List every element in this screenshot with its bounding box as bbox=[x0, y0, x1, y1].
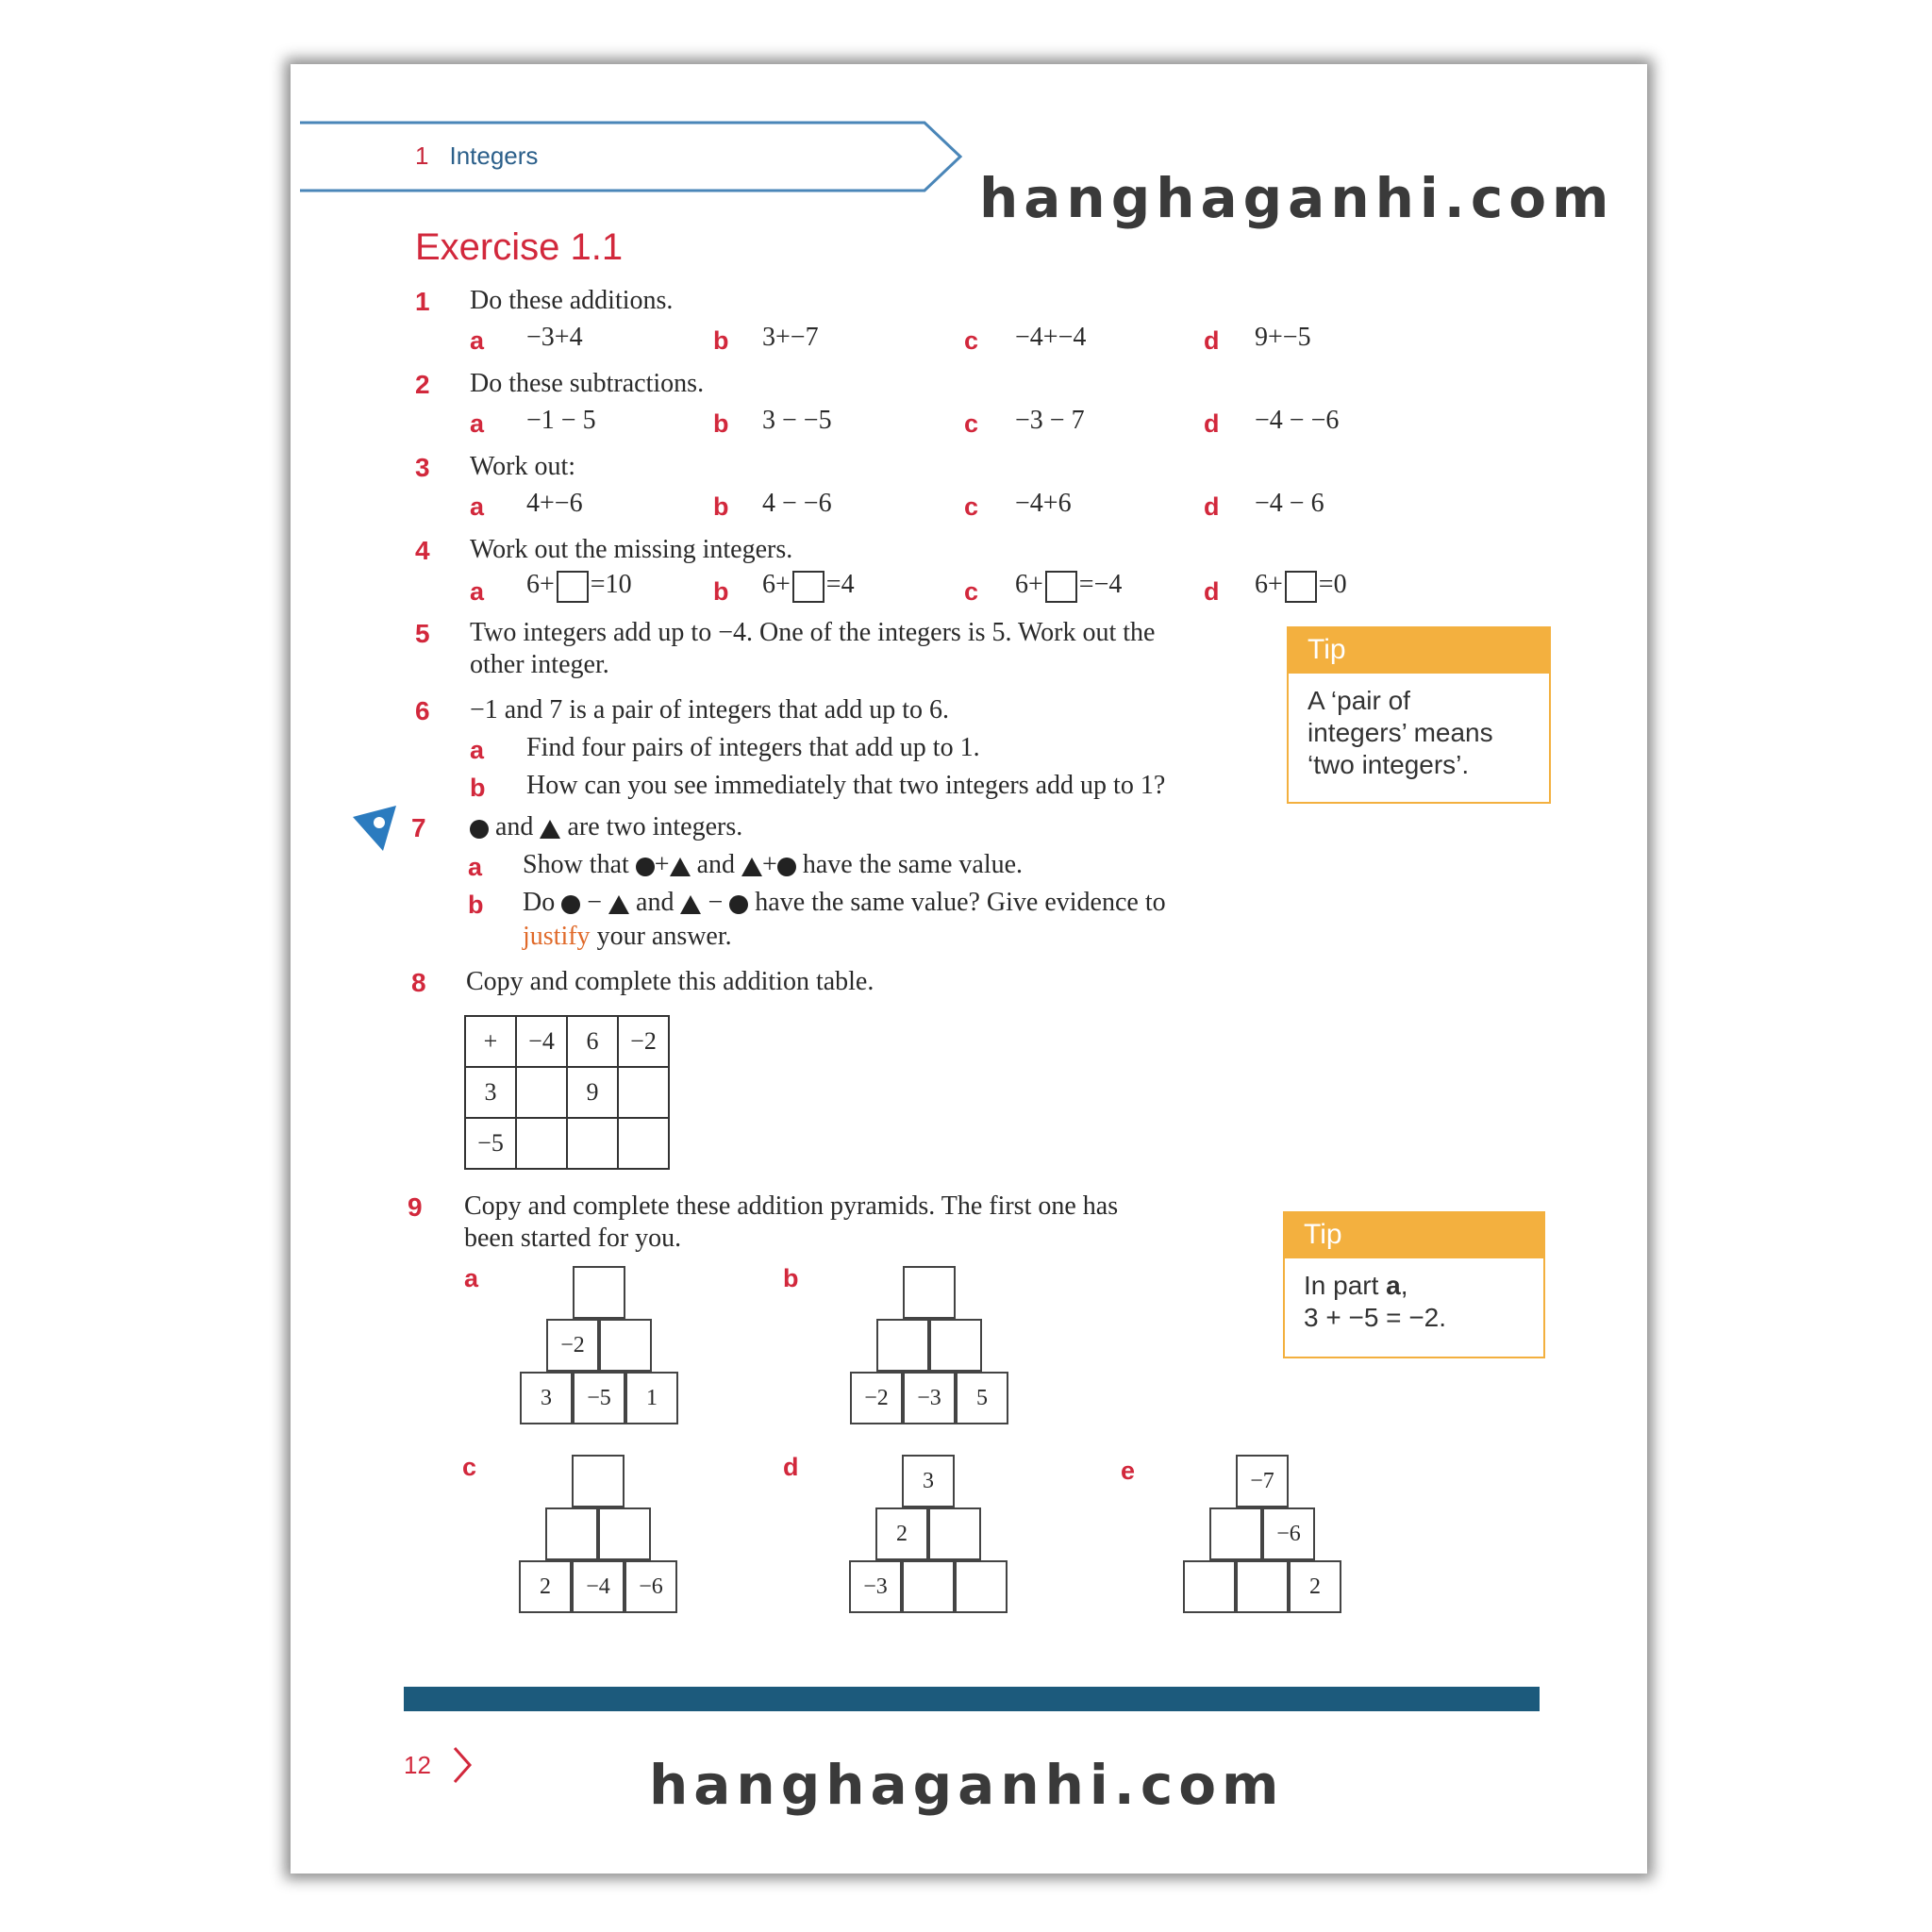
missing-box bbox=[1045, 571, 1077, 603]
chevron-right-icon bbox=[451, 1745, 475, 1785]
q9-number: 9 bbox=[408, 1192, 423, 1222]
chapter-heading bbox=[415, 142, 538, 171]
q5-number: 5 bbox=[415, 619, 430, 648]
pyramid-cell bbox=[902, 1560, 955, 1613]
pyramid-label-b: b bbox=[783, 1264, 799, 1292]
page-number: 12 bbox=[404, 1751, 431, 1779]
q3-part-d: −4 − 6 bbox=[1255, 489, 1324, 518]
q1-part-d: 9+−5 bbox=[1255, 323, 1311, 352]
pyramid-cell: 3 bbox=[902, 1455, 955, 1507]
q4-part-c: 6+ =−4 bbox=[1015, 570, 1122, 603]
pyramid-cell bbox=[903, 1266, 956, 1319]
tip-heading: Tip bbox=[1285, 1213, 1543, 1258]
pyramid-cell: −5 bbox=[573, 1372, 625, 1424]
circle-icon bbox=[636, 858, 655, 876]
pyramid-cell bbox=[599, 1319, 652, 1372]
q7-number: 7 bbox=[411, 813, 426, 842]
tip-box bbox=[1287, 626, 1551, 804]
table-cell bbox=[618, 1067, 669, 1118]
q2-part-b: 3 − −5 bbox=[762, 406, 832, 435]
pyramid-cell bbox=[928, 1507, 981, 1560]
q8-text: Copy and complete this addition table. bbox=[466, 967, 874, 996]
q1-label-b: b bbox=[713, 326, 729, 355]
pyramid-cell: 2 bbox=[875, 1507, 928, 1560]
q9-line2: been started for you. bbox=[464, 1224, 682, 1253]
pyramid-cell bbox=[598, 1507, 651, 1560]
q6-label-b: b bbox=[470, 774, 486, 802]
watermark-bottom: hanghaganhi.com bbox=[649, 1753, 1285, 1817]
circle-icon bbox=[470, 820, 489, 839]
q5-line1: Two integers add up to −4. One of the integers is 5. Work out the bbox=[470, 618, 1156, 647]
q3-label-a: a bbox=[470, 492, 485, 521]
q1-part-b: 3+−7 bbox=[762, 323, 819, 352]
pyramid-cell: −7 bbox=[1236, 1455, 1289, 1507]
pyramid-cell: −3 bbox=[849, 1560, 902, 1613]
pyramid-label-a: a bbox=[464, 1264, 479, 1292]
triangle-icon bbox=[670, 858, 691, 876]
pyramid-cell bbox=[1183, 1560, 1236, 1613]
missing-box bbox=[557, 571, 589, 603]
pyramid-cell bbox=[573, 1266, 625, 1319]
q1-label-c: c bbox=[964, 326, 979, 355]
circle-icon bbox=[729, 895, 748, 914]
pyramid-cell: −2 bbox=[546, 1319, 599, 1372]
q7-part-b: Do − and − have the same value? Give evidence to bbox=[523, 888, 1166, 917]
q2-label-a: a bbox=[470, 409, 485, 438]
q5-line2: other integer. bbox=[470, 650, 609, 679]
triangle-icon bbox=[540, 820, 560, 839]
q7-part-a: Show that + and + have the same value. bbox=[523, 850, 1024, 879]
q3-number: 3 bbox=[415, 453, 430, 482]
q2-part-c: −3 − 7 bbox=[1015, 406, 1085, 435]
q7-label-b: b bbox=[468, 891, 484, 919]
q4-label-d: d bbox=[1204, 577, 1220, 606]
q3-label-b: b bbox=[713, 492, 729, 521]
pyramid-cell: −2 bbox=[850, 1372, 903, 1424]
pyramid-cell bbox=[572, 1455, 625, 1507]
q2-label-b: b bbox=[713, 409, 729, 438]
q2-part-d: −4 − −6 bbox=[1255, 406, 1340, 435]
q7-text: and are two integers. bbox=[470, 811, 742, 843]
q4-text: Work out the missing integers. bbox=[470, 535, 793, 564]
q7-part-b-line2: justify your answer. bbox=[523, 922, 732, 951]
pyramid-cell: 5 bbox=[956, 1372, 1008, 1424]
table-cell bbox=[516, 1067, 567, 1118]
circle-icon bbox=[561, 895, 580, 914]
watermark-top: hanghaganhi.com bbox=[979, 166, 1615, 230]
q1-label-a: a bbox=[470, 326, 485, 355]
keyword-justify: justify bbox=[523, 922, 591, 951]
triangle-icon bbox=[608, 895, 629, 914]
pyramid-cell bbox=[876, 1319, 929, 1372]
pyramid-cell: 2 bbox=[1289, 1560, 1341, 1613]
q2-part-a: −1 − 5 bbox=[526, 406, 596, 435]
tip-heading: Tip bbox=[1289, 628, 1549, 674]
pyramid-cell: 2 bbox=[519, 1560, 572, 1613]
pyramid-cell bbox=[1236, 1560, 1289, 1613]
q1-label-d: d bbox=[1204, 326, 1220, 355]
addition-table bbox=[464, 1015, 670, 1170]
q4-part-b: 6+ =4 bbox=[762, 570, 855, 603]
q6-label-a: a bbox=[470, 736, 485, 764]
q3-text: Work out: bbox=[470, 452, 576, 481]
table-cell: + bbox=[465, 1016, 516, 1067]
q1-part-a: −3+4 bbox=[526, 323, 583, 352]
missing-box bbox=[792, 571, 824, 603]
q3-part-a: 4+−6 bbox=[526, 489, 583, 518]
q7-label-a: a bbox=[468, 853, 483, 881]
triangle-icon bbox=[680, 895, 701, 914]
q6-part-a: Find four pairs of integers that add up to 1. bbox=[526, 733, 980, 762]
q3-label-c: c bbox=[964, 492, 979, 521]
pyramid-cell: −3 bbox=[903, 1372, 956, 1424]
q3-part-c: −4+6 bbox=[1015, 489, 1072, 518]
pyramid-label-e: e bbox=[1121, 1457, 1136, 1485]
q2-label-d: d bbox=[1204, 409, 1220, 438]
table-cell: 9 bbox=[567, 1067, 618, 1118]
q2-text: Do these subtractions. bbox=[470, 369, 705, 398]
q4-number: 4 bbox=[415, 536, 430, 565]
q4-label-b: b bbox=[713, 577, 729, 606]
pyramid-cell: −6 bbox=[1262, 1507, 1315, 1560]
chapter-number: 1 bbox=[415, 142, 429, 170]
pyramid-cell: 1 bbox=[625, 1372, 678, 1424]
q3-part-b: 4 − −6 bbox=[762, 489, 832, 518]
q9-line1: Copy and complete these addition pyramids. The first one has bbox=[464, 1191, 1119, 1221]
q4-label-c: c bbox=[964, 577, 979, 606]
tip-box bbox=[1283, 1211, 1545, 1358]
pyramid-cell bbox=[1209, 1507, 1262, 1560]
table-cell: −2 bbox=[618, 1016, 669, 1067]
q4-label-a: a bbox=[470, 577, 485, 606]
table-cell bbox=[618, 1118, 669, 1169]
q3-label-d: d bbox=[1204, 492, 1220, 521]
pyramid-cell: −6 bbox=[625, 1560, 677, 1613]
circle-icon bbox=[777, 858, 796, 876]
q4-part-d: 6+ =0 bbox=[1255, 570, 1347, 603]
pyramid-cell bbox=[545, 1507, 598, 1560]
pyramid-cell bbox=[955, 1560, 1008, 1613]
pyramid-label-d: d bbox=[783, 1453, 799, 1481]
q1-part-c: −4+−4 bbox=[1015, 323, 1087, 352]
footer-bar bbox=[404, 1687, 1540, 1711]
missing-box bbox=[1285, 571, 1317, 603]
table-cell bbox=[567, 1118, 618, 1169]
table-cell: 6 bbox=[567, 1016, 618, 1067]
q4-part-a: 6+ =10 bbox=[526, 570, 632, 603]
table-cell bbox=[516, 1118, 567, 1169]
challenge-marker-icon bbox=[351, 804, 400, 855]
q1-text: Do these additions. bbox=[470, 286, 674, 315]
q6-number: 6 bbox=[415, 696, 430, 725]
table-cell: −4 bbox=[516, 1016, 567, 1067]
triangle-icon bbox=[741, 858, 762, 876]
q2-label-c: c bbox=[964, 409, 979, 438]
tip-body: A ‘pair of integers’ means ‘two integers’. bbox=[1307, 686, 1493, 779]
q6-text: −1 and 7 is a pair of integers that add up to 6. bbox=[470, 695, 950, 724]
pyramid-cell: −4 bbox=[572, 1560, 625, 1613]
chapter-title: Integers bbox=[449, 142, 539, 170]
chapter-banner bbox=[300, 121, 979, 196]
q2-number: 2 bbox=[415, 370, 430, 399]
pyramid-cell: 3 bbox=[520, 1372, 573, 1424]
tip-body: In part a, 3 + −5 = −2. bbox=[1304, 1271, 1447, 1332]
pyramid-cell bbox=[929, 1319, 982, 1372]
q8-number: 8 bbox=[411, 968, 426, 997]
pyramid-label-c: c bbox=[462, 1453, 477, 1481]
table-cell: 3 bbox=[465, 1067, 516, 1118]
table-cell: −5 bbox=[465, 1118, 516, 1169]
q1-number: 1 bbox=[415, 287, 430, 316]
q6-part-b: How can you see immediately that two integers add up to 1? bbox=[526, 771, 1166, 800]
exercise-title: Exercise 1.1 bbox=[415, 226, 624, 268]
